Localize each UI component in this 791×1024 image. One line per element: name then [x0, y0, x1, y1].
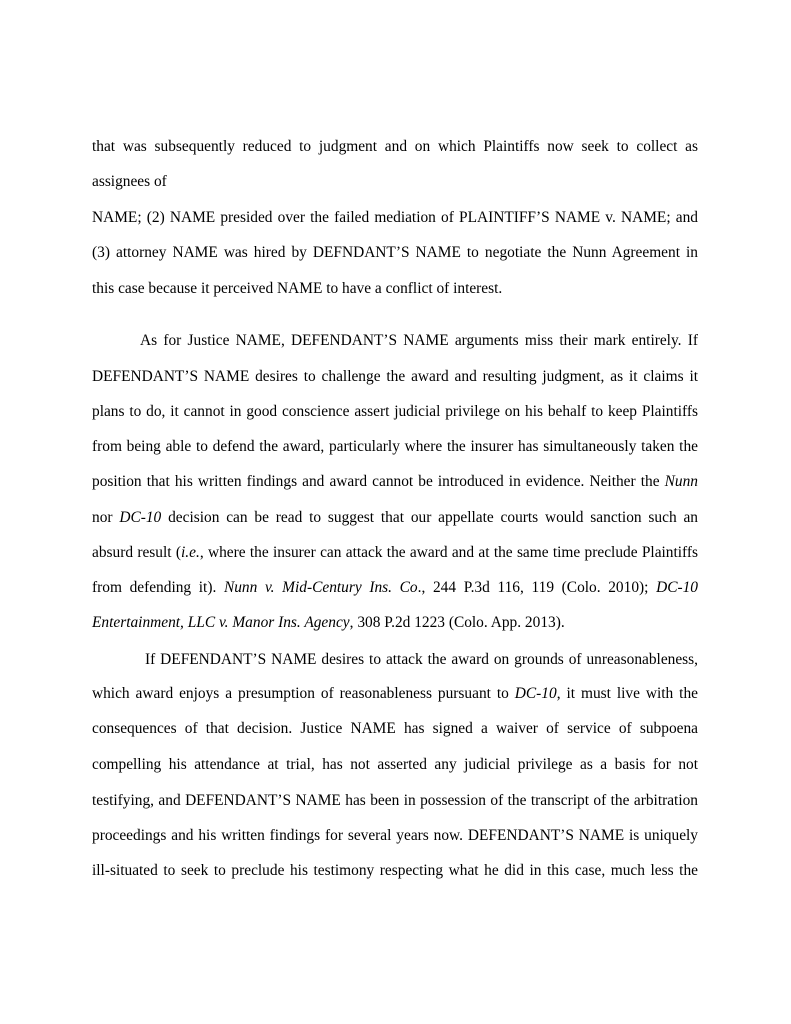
text-line [92, 826, 698, 846]
text-line [92, 719, 698, 739]
text-line [92, 578, 698, 598]
text-run: plans to do, it cannot in good conscience assert judicial privilege on his behalf to keep Plaintiffs [92, 403, 698, 420]
text-line [92, 437, 698, 457]
text-line [92, 172, 698, 192]
text-run: If DEFENDANT’S NAME desires to attack the award on grounds of unreasonableness, [145, 651, 698, 668]
text-run: , 308 P.2d 1223 (Colo. App. 2013). [349, 614, 565, 631]
text-run: testifying, and DEFENDANT’S NAME has been in possession of the transcript of the arbitration [92, 792, 698, 809]
text-run: proceedings and his written findings for several years now. DEFENDANT’S NAME is uniquely [92, 827, 698, 844]
text-line [92, 543, 698, 563]
text-run: position that his written findings and award cannot be introduced in evidence. Neither the [92, 473, 665, 490]
text-line [92, 279, 698, 299]
text-line [92, 208, 698, 228]
text-run: NAME; (2) NAME presided over the failed mediation of PLAINTIFF’S NAME v. NAME; and [92, 209, 698, 226]
text-run: from defending it). [92, 579, 224, 596]
text-run: (3) attorney NAME was hired by DEFNDANT’S NAME to negotiate the Nunn Agreement in [92, 244, 698, 261]
text-line [92, 243, 698, 263]
text-line [92, 508, 698, 528]
italic-text: DC-10 [656, 579, 698, 596]
text-line [92, 367, 698, 387]
text-run: that was subsequently reduced to judgment and on which Plaintiffs now seek to collect as [92, 138, 698, 155]
text-run: which award enjoys a presumption of reasonableness pursuant to [92, 685, 515, 702]
text-run: , where the insurer can attack the award and at the same time preclude Plaintiffs [199, 544, 699, 561]
text-run: ., 244 P.3d 116, 119 (Colo. 2010); [417, 579, 657, 596]
text-line [92, 402, 698, 422]
text-run: absurd result ( [92, 544, 181, 561]
text-run: nor [92, 509, 120, 526]
text-line [92, 684, 698, 704]
text-run: DEFENDANT’S NAME desires to challenge the award and resulting judgment, as it claims it [92, 368, 698, 385]
text-run: decision can be read to suggest that our appellate courts would sanction such an [161, 509, 698, 526]
text-line [92, 861, 698, 881]
italic-text: Nunn v. Mid-Century Ins. Co [223, 579, 418, 596]
text-line [92, 613, 698, 633]
italic-text: DC-10 [119, 509, 162, 526]
italic-text: DC-10 [514, 685, 557, 702]
text-run: from being able to defend the award, particularly where the insurer has simultaneously taken the [92, 438, 698, 455]
text-run: this case because it perceived NAME to have a conflict of interest. [92, 280, 503, 297]
text-run: compelling his attendance at trial, has not asserted any judicial privilege as a basis for not [92, 756, 698, 773]
text-line [92, 137, 698, 157]
text-run: As for Justice NAME, DEFENDANT’S NAME arguments miss their mark entirely. If [140, 332, 698, 349]
text-run: assignees of [92, 173, 167, 190]
text-line [140, 331, 698, 351]
text-run: , it must live with the [556, 685, 698, 702]
text-line [92, 755, 698, 775]
text-line [92, 472, 698, 492]
italic-text: i.e. [181, 544, 200, 561]
italic-text: Nunn [664, 473, 698, 490]
text-run: consequences of that decision. Justice NAME has signed a waiver of service of subpoena [92, 720, 698, 737]
text-line [145, 650, 698, 670]
text-run: ill-situated to seek to preclude his testimony respecting what he did in this case, much less the [92, 862, 698, 879]
italic-text: Entertainment, LLC v. Manor Ins. Agency [92, 614, 350, 631]
text-line [92, 791, 698, 811]
